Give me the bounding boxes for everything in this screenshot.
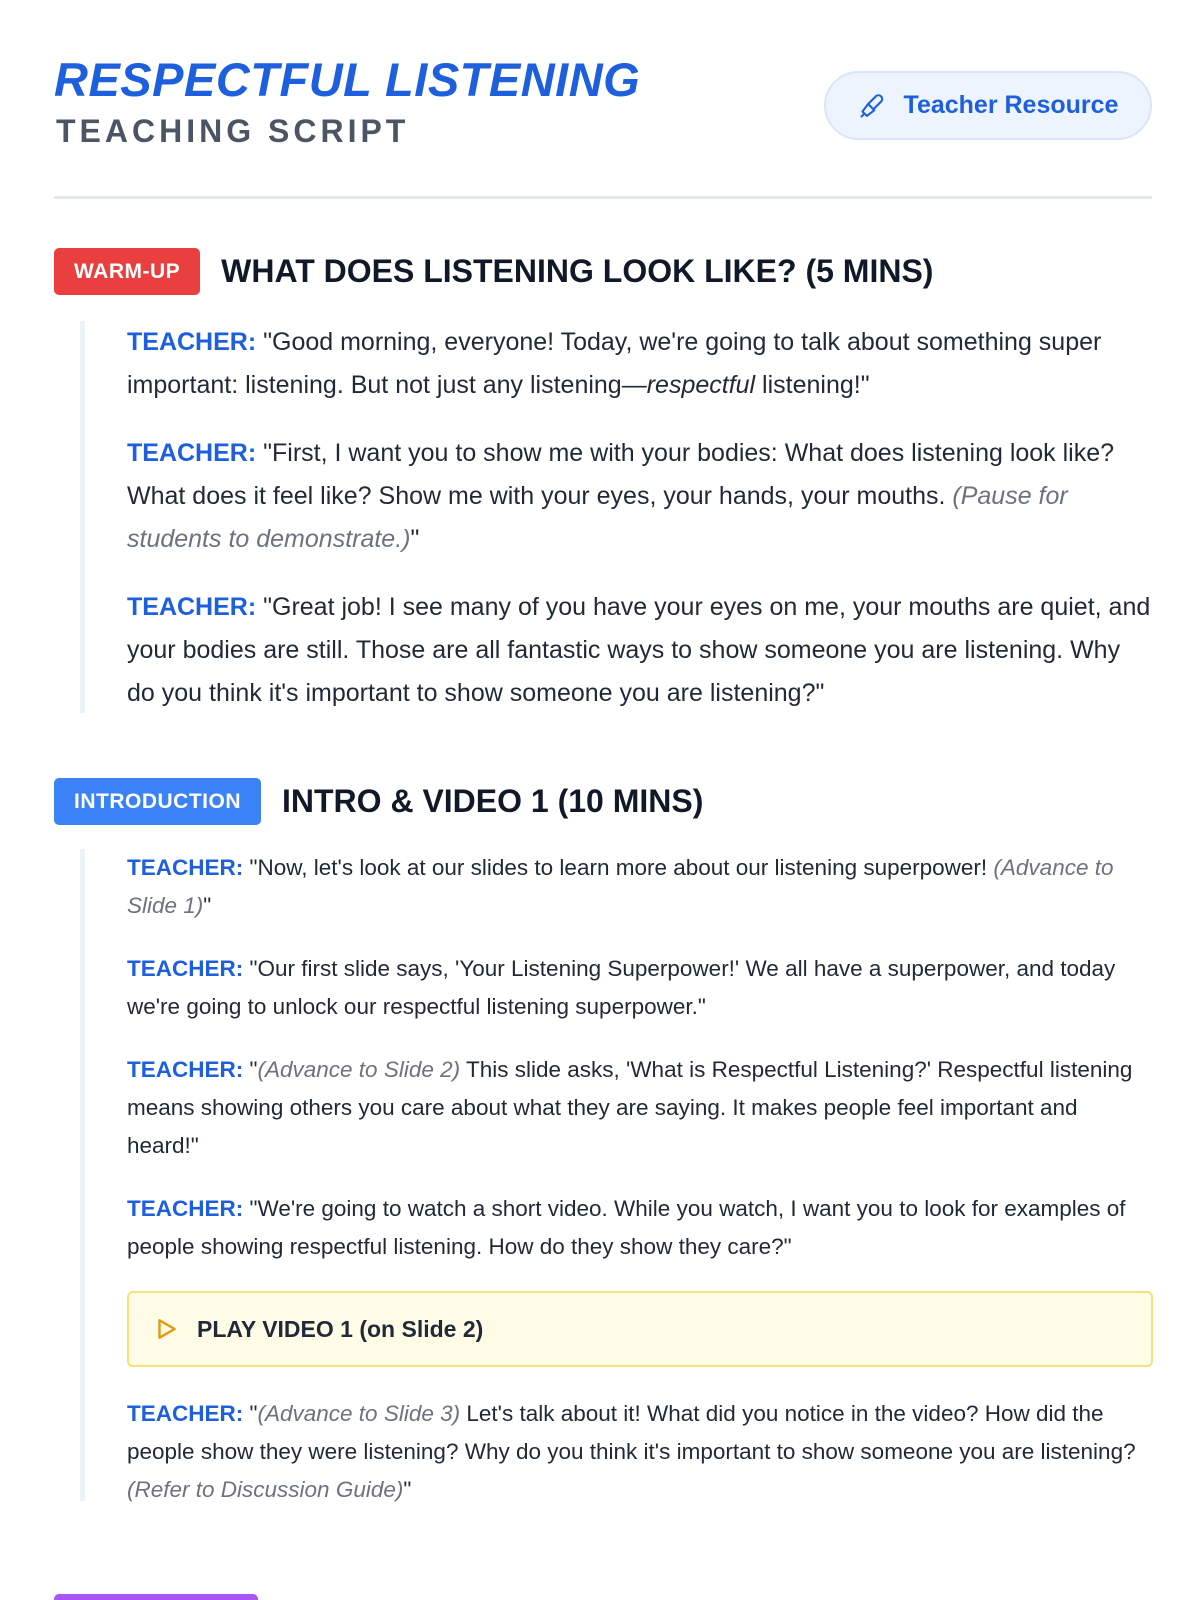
speaker-label: TEACHER:	[127, 855, 244, 880]
script-line	[127, 1190, 1152, 1266]
line-text: "	[203, 893, 212, 918]
stage-direction: (Advance to Slide 3)	[257, 1401, 461, 1426]
stage-direction: (Advance to Slide 2)	[257, 1057, 461, 1082]
page-title: RESPECTFUL LISTENING	[54, 53, 641, 106]
speaker-label: TEACHER:	[127, 593, 257, 621]
script-line	[127, 321, 1152, 407]
script-line	[127, 1395, 1152, 1509]
intro-section-header	[54, 778, 703, 825]
play-icon	[153, 1316, 179, 1342]
intro-badge: INTRODUCTION	[54, 778, 261, 825]
warmup-section-header	[54, 248, 933, 295]
line-text: This slide asks, 'What is Respectful Listening?' Respectful listening means showing others you care about what they are saying. It makes people feel important and heard!"	[127, 1057, 1133, 1158]
line-text: "We're going to watch a short video. While you watch, I want you to look for examples of people showing respectful listening. How do they show they care?"	[127, 1196, 1126, 1259]
teacher-resource-label: Teacher Resource	[903, 91, 1119, 119]
emphasis-text: respectful	[646, 371, 756, 399]
line-text: "Great job! I see many of you have your eyes on me, your mouths are quiet, and your bodies are still. Those are all fantastic ways to show someone you are listening. Why do you think it's important to show someone you are listening?"	[127, 593, 1151, 707]
line-text: Let's talk about it! What did you notice in the video? How did the people show they were listening? Why do you think it's important to show someone you are listening?	[127, 1401, 1136, 1464]
line-text: "	[403, 1477, 412, 1502]
line-text: "Our first slide says, 'Your Listening Superpower!' We all have a superpower, and today we're going to unlock our respectful listening superpower."	[127, 956, 1116, 1019]
warmup-script	[80, 321, 1152, 713]
warmup-title: WHAT DOES LISTENING LOOK LIKE? (5 MINS)	[221, 253, 934, 289]
stage-direction: (Pause for students to demonstrate.)	[127, 482, 1068, 553]
line-text: "	[243, 1401, 258, 1426]
teacher-resource-badge	[824, 71, 1152, 140]
microphone-icon	[858, 92, 886, 120]
stage-direction: (Refer to Discussion Guide)	[127, 1477, 404, 1502]
speaker-label: TEACHER:	[127, 1401, 244, 1426]
line-text: listening!"	[755, 371, 870, 399]
play-video-callout	[127, 1291, 1153, 1367]
line-text: "Now, let's look at our slides to learn more about our listening superpower!	[243, 855, 994, 880]
speaker-label: TEACHER:	[127, 328, 257, 356]
intro-script	[80, 849, 1152, 1501]
line-text: "First, I want you to show me with your bodies: What does listening look like? What does it feel like? Show me with your eyes, your hands, your mouths.	[127, 439, 1115, 510]
page-header	[54, 52, 1152, 200]
line-text: "	[243, 1057, 258, 1082]
stage-direction: (Advance to Slide 1)	[127, 855, 1114, 918]
speaker-label: TEACHER:	[127, 1057, 244, 1082]
intro-title: INTRO & VIDEO 1 (10 MINS)	[282, 783, 704, 819]
script-line	[127, 586, 1152, 715]
page-subtitle: TEACHING SCRIPT	[56, 113, 410, 149]
script-line	[127, 432, 1152, 561]
next-section-badge	[54, 1594, 258, 1600]
script-line	[127, 1051, 1152, 1165]
speaker-label: TEACHER:	[127, 956, 244, 981]
line-text: "	[410, 525, 420, 553]
line-text: "Good morning, everyone! Today, we're going to talk about something super important: listening. But not just any listening—	[127, 328, 1102, 399]
header-divider	[54, 196, 1152, 199]
speaker-label: TEACHER:	[127, 1196, 244, 1221]
warmup-badge: WARM-UP	[54, 248, 200, 295]
speaker-label: TEACHER:	[127, 439, 257, 467]
script-line	[127, 950, 1152, 1026]
teaching-script-page	[54, 0, 1152, 1600]
play-video-label: PLAY VIDEO 1 (on Slide 2)	[197, 1315, 484, 1342]
script-line	[127, 849, 1152, 925]
